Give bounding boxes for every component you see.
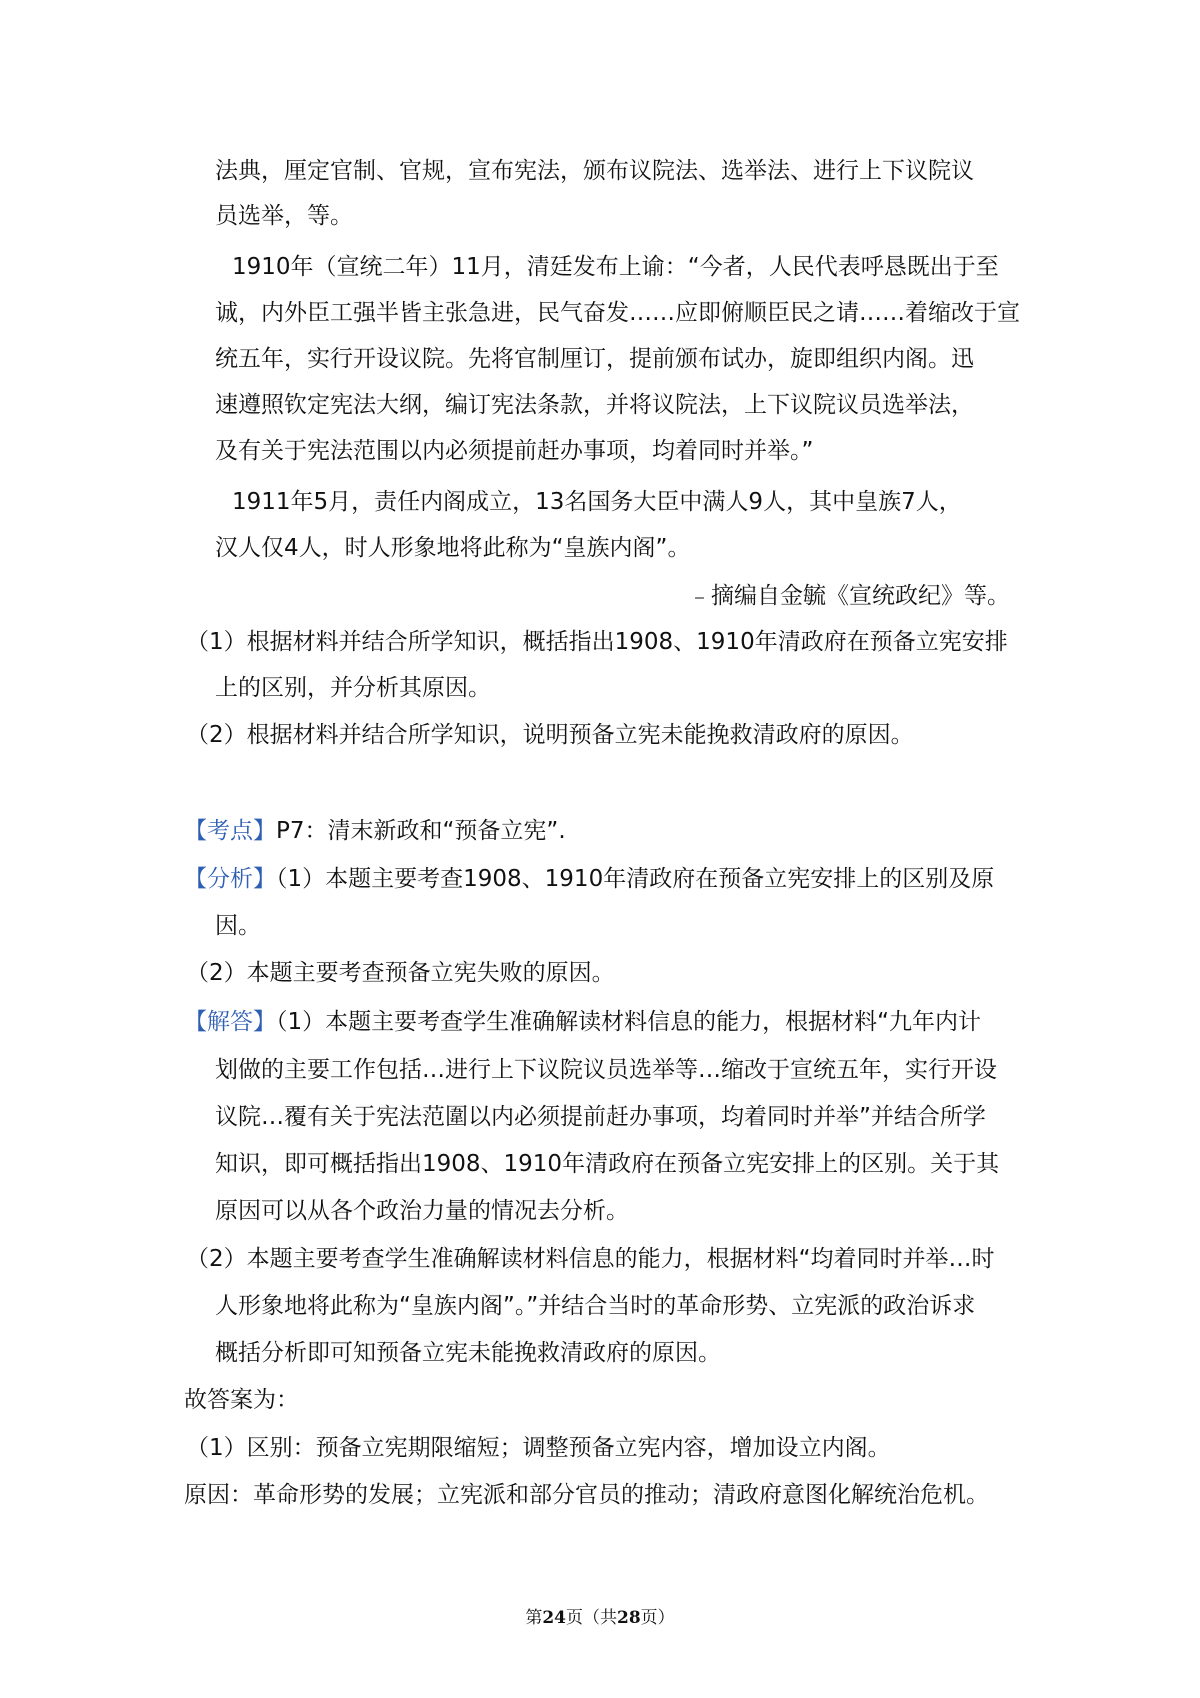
kaodian-tag: 【考点】 <box>184 818 276 844</box>
answer-line: （1）区别：预备立宪期限缩短；调整预备立宪内容，增加设立内阁。 <box>186 1435 891 1461</box>
footer-page-number: 24 <box>542 1608 566 1628</box>
jieda-line-cont: 人形象地将此称为“皇族内阁”。”并结合当时的革命形势、立宪派的政治诉求 <box>215 1293 976 1319</box>
fenxi-line-cont: 因。 <box>215 913 261 939</box>
material-line: 1911年5月，责任内阁成立，13名国务大臣中满人9人，其中皇族7人， <box>232 489 962 515</box>
footer-total-pages: 28 <box>617 1608 641 1628</box>
fenxi-line-2: （2）本题主要考查预备立宪失败的原因。 <box>186 960 615 986</box>
footer-suffix: 页） <box>640 1608 675 1628</box>
material-line: 员选举，等。 <box>215 203 353 229</box>
jieda-line-cont: 议院…覆有关于宪法范圍以内必须提前赶办事项，均着同时并举”并结合所学 <box>215 1104 986 1130</box>
fenxi-tag: 【分析】 <box>184 866 276 892</box>
material-line: 统五年，实行开设议院。先将官制厘订，提前颁布试办，旋即组织内阁。迅 <box>215 346 974 372</box>
jieda-line <box>184 1007 981 1037</box>
material-line: 法典，厘定官制、官规，宣布宪法，颁布议院法、选举法、进行上下议院议 <box>215 158 974 184</box>
material-line: 汉人仅4人，时人形象地将此称为“皇族内阁”。 <box>215 535 691 561</box>
answer-line: 原因：革命形势的发展；立宪派和部分官员的推动；清政府意图化解统治危机。 <box>184 1482 989 1508</box>
jieda-line-cont: 知识，即可概括指出1908、1910年清政府在预备立宪安排上的区别。关于其 <box>215 1151 1000 1177</box>
question-1: （1）根据材料并结合所学知识，概括指出1908、1910年清政府在预备立宪安排 <box>186 629 1008 655</box>
footer-middle: 页（共 <box>566 1608 617 1628</box>
footer-prefix: 第 <box>525 1608 543 1628</box>
kaodian-line <box>184 816 566 846</box>
question-2: （2）根据材料并结合所学知识，说明预备立宪未能挽救清政府的原因。 <box>186 722 914 748</box>
material-line: 1910年（宣统二年）11月，清廷发布上谕：“今者，人民代表呼恳既出于至 <box>232 254 999 280</box>
page-footer <box>0 1603 1200 1628</box>
material-line: 及有关于宪法范围以内必须提前赶办事项，均着同时并举。” <box>215 438 814 464</box>
jieda-line-cont: 概括分析即可知预备立宪未能挽救清政府的原因。 <box>215 1340 721 1366</box>
jieda-line-cont: 原因可以从各个政治力量的情况去分析。 <box>215 1198 629 1224</box>
question-1-cont: 上的区别，并分析其原因。 <box>215 675 491 701</box>
jieda-line-2: （2）本题主要考查学生准确解读材料信息的能力，根据材料“均着同时并举…时 <box>186 1246 995 1272</box>
material-source: ﹣摘编自金毓《宣统政纪》等。 <box>688 583 1010 609</box>
jieda-line-cont: 划做的主要工作包括…进行上下议院议员选举等…缩改于宣统五年，实行开设 <box>215 1057 997 1083</box>
material-line: 诚，内外臣工强半皆主张急进，民气奋发……应即俯顺臣民之请……着缩改于宣 <box>215 300 1020 326</box>
jieda-tag: 【解答】 <box>184 1009 276 1035</box>
jieda-text: （1）本题主要考查学生准确解读材料信息的能力，根据材料“九年内计 <box>276 1009 982 1035</box>
kaodian-text: P7：清末新政和“预备立宪”. <box>276 818 566 844</box>
answer-intro: 故答案为： <box>184 1387 299 1413</box>
material-line: 速遵照钦定宪法大纲，编订宪法条款，并将议院法，上下议院议员选举法， <box>215 392 974 418</box>
fenxi-line <box>184 864 994 894</box>
fenxi-text: （1）本题主要考查1908、1910年清政府在预备立宪安排上的区别及原 <box>276 866 995 892</box>
